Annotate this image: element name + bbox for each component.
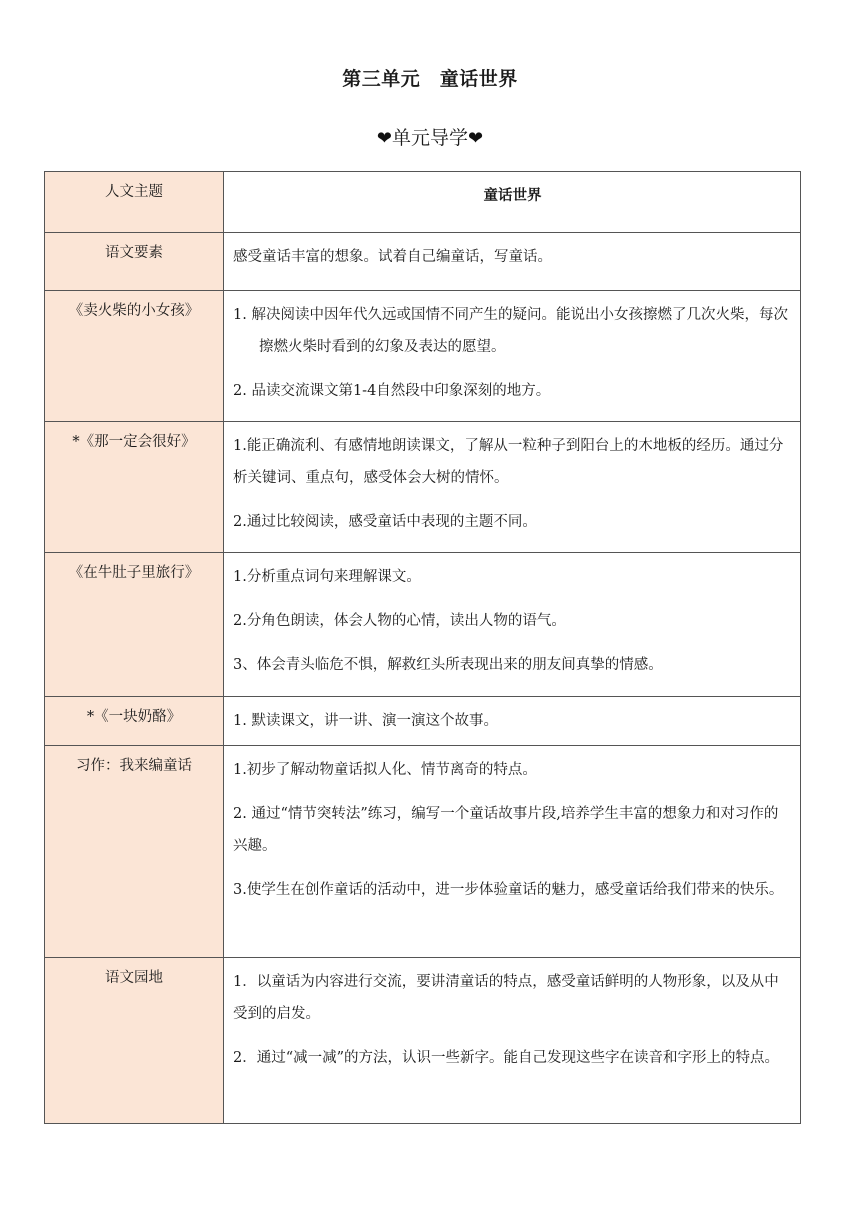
- section-subtitle: [0, 123, 860, 150]
- list-item: 1.初步了解动物童话拟人化、情节离奇的特点。: [233, 762, 537, 778]
- list-item: 2.分角色朗读，体会人物的心情，读出人物的语气。: [233, 613, 566, 629]
- list-item: 1. 默读课文，讲一讲、演一演这个故事。: [233, 713, 498, 729]
- row-content: [224, 958, 801, 1124]
- table-row: [45, 172, 801, 233]
- table-row: [45, 233, 801, 291]
- list-item: 2．通过“减一减”的方法，认识一些新字。能自己发现这些字在读音和字形上的特点。: [233, 1050, 780, 1066]
- list-item: 1. 解决阅读中因年代久远或国情不同产生的疑问。能说出小女孩擦燃了几次火柴，每次擦燃火柴时看到的幻象及表达的愿望。: [233, 307, 788, 355]
- unit-guide-table: [44, 171, 801, 1124]
- row-content: [224, 553, 801, 697]
- row-label: 语文要素: [45, 233, 224, 291]
- elements-value: [233, 241, 792, 273]
- row-content: [224, 233, 801, 291]
- list-item: 1.分析重点词句来理解课文。: [233, 569, 421, 585]
- row-content: [224, 422, 801, 553]
- page-title: 第三单元 童话世界: [342, 68, 518, 90]
- subtitle-text: 单元导学: [391, 127, 468, 149]
- elements-strong: 感受童话丰富的想象: [233, 249, 364, 265]
- list-item: 2.通过比较阅读，感受童话中表现的主题不同。: [233, 514, 537, 530]
- list-item: 3.使学生在创作童话的活动中，进一步体验童话的魅力，感受童话给我们带来的快乐。: [233, 882, 784, 898]
- table-row: [45, 553, 801, 697]
- row-content: [224, 172, 801, 233]
- row-content: [224, 746, 801, 958]
- list-item: 1.能正确流利、有感情地朗读课文，了解从一粒种子到阳台上的木地板的经历。通过分析关键词、重点句，感受体会大树的情怀。: [233, 438, 784, 486]
- row-label: 习作：我来编童话: [45, 746, 224, 958]
- list-item: 2. 通过“情节突转法”练习，编写一个童话故事片段,培养学生丰富的想象力和对习作的兴趣。: [233, 806, 779, 854]
- row-label: *《一块奶酪》: [45, 697, 224, 746]
- elements-rest: 。试着自己编童话，写童话。: [363, 249, 552, 265]
- heart-icon: ❤: [376, 128, 392, 149]
- list-item: 2. 品读交流课文第1-4自然段中印象深刻的地方。: [233, 383, 551, 399]
- row-label: 《在牛肚子里旅行》: [45, 553, 224, 697]
- table-row: [45, 291, 801, 422]
- row-label: 人文主题: [45, 172, 224, 233]
- row-label: 《卖火柴的小女孩》: [45, 291, 224, 422]
- theme-value: 童话世界: [483, 188, 542, 204]
- row-content: [224, 697, 801, 746]
- table-row: [45, 422, 801, 553]
- table-row: [45, 697, 801, 746]
- list-item: 3、体会青头临危不惧，解救红头所表现出来的朋友间真挚的情感。: [233, 657, 663, 673]
- heart-icon: ❤: [468, 128, 484, 149]
- table-row: [45, 958, 801, 1124]
- list-item: 1．以童话为内容进行交流，要讲清童话的特点，感受童话鲜明的人物形象，以及从中受到的启发。: [233, 974, 779, 1022]
- table-row: [45, 746, 801, 958]
- row-label: 语文园地: [45, 958, 224, 1124]
- row-content: [224, 291, 801, 422]
- row-label: *《那一定会很好》: [45, 422, 224, 553]
